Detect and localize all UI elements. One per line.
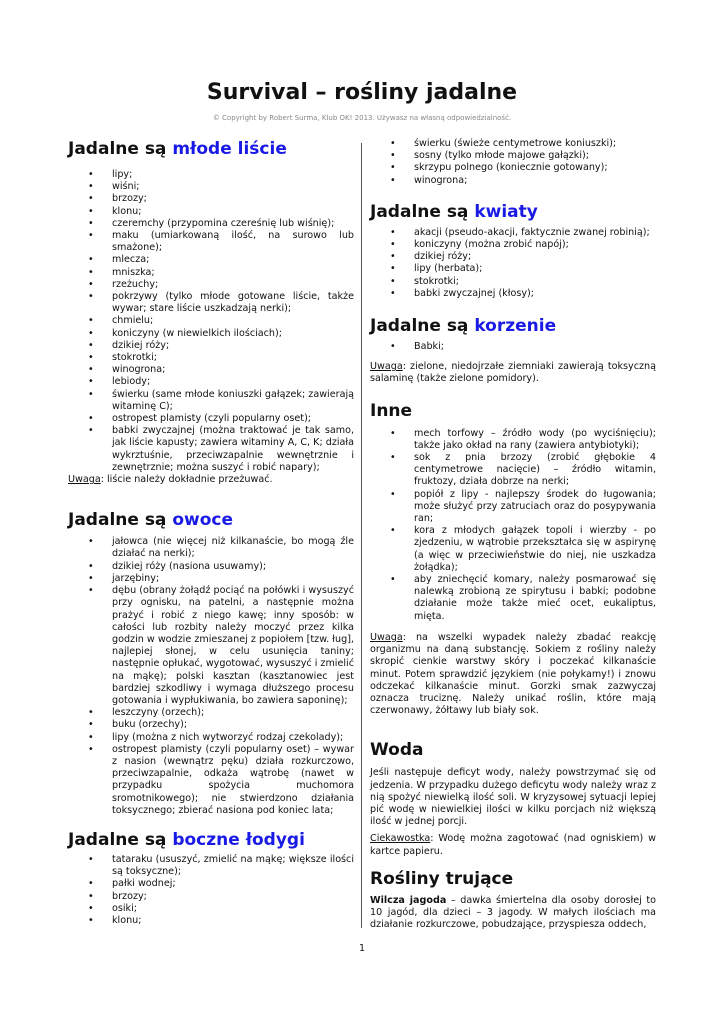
section-heading-roots: Jadalne są korzenie — [370, 316, 557, 337]
right-column — [370, 138, 656, 931]
list-item: • pokrzywy (tylko młode gotowane liście, także wywar; stare liście uszkadzają nerki); — [112, 291, 354, 315]
list-item: • czeremchy (przypomina czereśnię lub wiśnię); — [112, 218, 354, 230]
list-item: • Babki; — [414, 341, 656, 353]
list-item: • stokrotki; — [414, 276, 656, 288]
list-item: • brzozy; — [112, 193, 354, 205]
list-item: • lipy (można z nich wytworzyć rodzaj czekolady); — [112, 732, 354, 744]
list-item: • koniczyny (w niewielkich ilościach); — [112, 328, 354, 340]
list-item: • dzikiej róży; — [414, 251, 656, 263]
page-title: Survival – rośliny jadalne — [206, 80, 518, 105]
list-item: • tataraku (ususzyć, zmielić na mąkę; większe ilości są toksyczne); — [112, 854, 354, 878]
list-item: • winogrona; — [112, 364, 354, 376]
list-item: • sok z pnia brzozy (zrobić głębokie 4 centymetrowe nacięcie) – źródło witamin, fruktozy, działa dobrze na nerki; — [414, 452, 656, 489]
list-item: • skrzypu polnego (koniecznie gotowany); — [414, 162, 656, 174]
list-item: • klonu; — [112, 206, 354, 218]
list-item: • dębu (obrany żołądź pociąć na połówki i wysuszyć przy ognisku, na patelni, a następnie można prażyć i robić z niego kawę; inny sposób: w całości lub rozbity należy moczyć przez kilka godzin w wodzie zmieszanej z popiołem [tzw. ług], najlepiej słonej, w celu usunięcia taniny; następnie opłukać, wygotować, wysuszyć i zmielić na mąkę); polski kasztan (kasztanowiec jest bardziej szkodliwy i wymaga dłuższego procesu gotowania i wypłukiwania, bo zawiera saponinę); — [112, 585, 354, 707]
water-fact: Ciekawostka: Wodę można zagotować (nad ogniskiem) w kartce papieru. — [370, 833, 656, 857]
section-heading-fruits: Jadalne są owoce — [68, 510, 233, 531]
other-list — [370, 428, 656, 623]
list-item: • jałowca (nie więcej niż kilkanaście, bo mogą źle działać na nerki); — [112, 536, 354, 560]
list-item: • aby zniechęcić komary, należy posmarować się nalewką zrobioną ze spirytusu i babki; podobne działanie może także mieć ocet, eukaliptus, mięta. — [414, 574, 656, 623]
water-text: Jeśli następuje deficyt wody, należy powstrzymać się od jedzenia. W przypadku dużego deficytu wody należy wraz z nią spożyć niewielką ilość soli. W kryzysowej sytuacji lepiej pić wodę w niewielkiej ilości w kilku porcjach niż większą ilość w jednej porcji. — [370, 767, 656, 828]
section-heading-poisonous: Rośliny trujące — [370, 868, 514, 889]
list-item: • lebiody; — [112, 376, 354, 388]
list-item: • stokrotki; — [112, 352, 354, 364]
copyright-notice: © Copyright by Robert Surma, Klub OK! 2013. Używasz na własną odpowiedzialność. — [212, 114, 512, 122]
section-heading-shoots: Jadalne są boczne łodygi — [68, 829, 305, 850]
left-column — [68, 138, 354, 927]
list-item: • babki zwyczajnej (można traktować je tak samo, jak liście kapusty; zawiera witaminy A, C, K; działa wykrztuśnie, przeciwzapalnie wewnętrznie i zewnętrznie; można suszyć i robić napary); — [112, 425, 354, 474]
list-item: • świerku (same młode koniuszki gałązek; zawierają witaminę C); — [112, 389, 354, 413]
list-item: • mlecza; — [112, 254, 354, 266]
list-item: • pałki wodnej; — [112, 878, 354, 890]
list-item: • kora z młodych gałązek topoli i wierzby - po zjedzeniu, w wątrobie przekształca się w aspirynę (a więc w przeciwieństwie do niej, nie uszkadza żołądka); — [414, 525, 656, 574]
list-item: • buku (orzechy); — [112, 719, 354, 731]
list-item: • jarzębiny; — [112, 573, 354, 585]
list-item: • ostropest plamisty (czyli popularny oset) – wywar z nasion (wewnątrz pęku) działa rozkurczowo, przeciwzapalnie, odkaża wątrobę (nawet w przypadku spożycia muchomora sromotnikowego); nie stwierdzono działania toksycznego; zbierać nasiona pod koniec lata; — [112, 744, 354, 817]
list-item: • klonu; — [112, 915, 354, 927]
leaves-list — [68, 169, 354, 474]
poisonous-text: Wilcza jagoda – dawka śmiertelna dla osoby dorosłej to 10 jagód, dla dzieci – 3 jagody. W małych ilościach ma działanie rozkurczowe, pobudzające, przyspiesza oddech, — [370, 894, 657, 931]
list-item: • lipy; — [112, 169, 354, 181]
section-heading-leaves: Jadalne są młode liście — [68, 139, 287, 159]
column-divider — [361, 143, 362, 928]
roots-note: Uwaga: zielone, niedojrzałe ziemniaki zawierają toksyczną salaminę (także zielone pomidory). — [370, 361, 656, 385]
other-note: Uwaga: na wszelki wypadek należy zbadać reakcję organizmu na daną substancję. Sokiem z rośliny należy skropić cienkie warstwy skóry i poczekać kilkanaście minut. Potem sprawdzić językiem (nie połykamy!) i znowu odczekać kilkanaście minut. Gorzki smak zazwyczaj oznacza truciznę. Należy unikać roślin, które mają czerwonawy, żółtawy lub biały sok. — [370, 631, 656, 717]
list-item: • ostropest plamisty (czyli popularny oset); — [112, 413, 354, 425]
list-item: • babki zwyczajnej (kłosy); — [414, 288, 656, 300]
leaves-note: Uwaga: liście należy dokładnie przeżuwać. — [68, 474, 273, 486]
page-number: 1 — [358, 943, 366, 954]
list-item: • winogrona; — [414, 175, 656, 187]
section-heading-other: Inne — [370, 400, 413, 421]
list-item: • chmielu; — [112, 315, 354, 327]
flowers-list — [370, 227, 656, 300]
fruits-list — [68, 536, 354, 817]
list-item: • brzozy; — [112, 891, 354, 903]
list-item: • lipy (herbata); — [414, 263, 656, 275]
section-heading-water: Woda — [370, 740, 424, 761]
list-item: • świerku (świeże centymetrowe koniuszki); — [414, 138, 656, 150]
list-item: • wiśni; — [112, 181, 354, 193]
list-item: • akacji (pseudo-akacji, faktycznie zwanej robinią); — [414, 227, 656, 239]
list-item: • leszczyny (orzech); — [112, 707, 354, 719]
list-item: • popiół z lipy - najlepszy środek do ługowania; może służyć przy zatruciach oraz do posypywania ran; — [414, 489, 656, 526]
list-item: • koniczyny (można zrobić napój); — [414, 239, 656, 251]
shoots-list — [68, 854, 354, 927]
list-item: • dzikiej róży (nasiona usuwamy); — [112, 561, 354, 573]
list-item: • dzikiej róży; — [112, 340, 354, 352]
section-heading-flowers: Jadalne są kwiaty — [370, 201, 538, 222]
list-item: • sosny (tylko młode majowe gałązki); — [414, 150, 656, 162]
list-item: • maku (umiarkowaną ilość, na surowo lub smażone); — [112, 230, 354, 254]
roots-list — [370, 341, 656, 353]
list-item: • mech torfowy – źródło wody (po wyciśnięciu); także jako okład na rany (zawiera antybiotyki); — [414, 428, 656, 452]
list-item: • mniszka; — [112, 267, 354, 279]
list-item: • rzeżuchy; — [112, 279, 354, 291]
list-item: • osiki; — [112, 903, 354, 915]
shoots-list-continued — [370, 138, 656, 187]
